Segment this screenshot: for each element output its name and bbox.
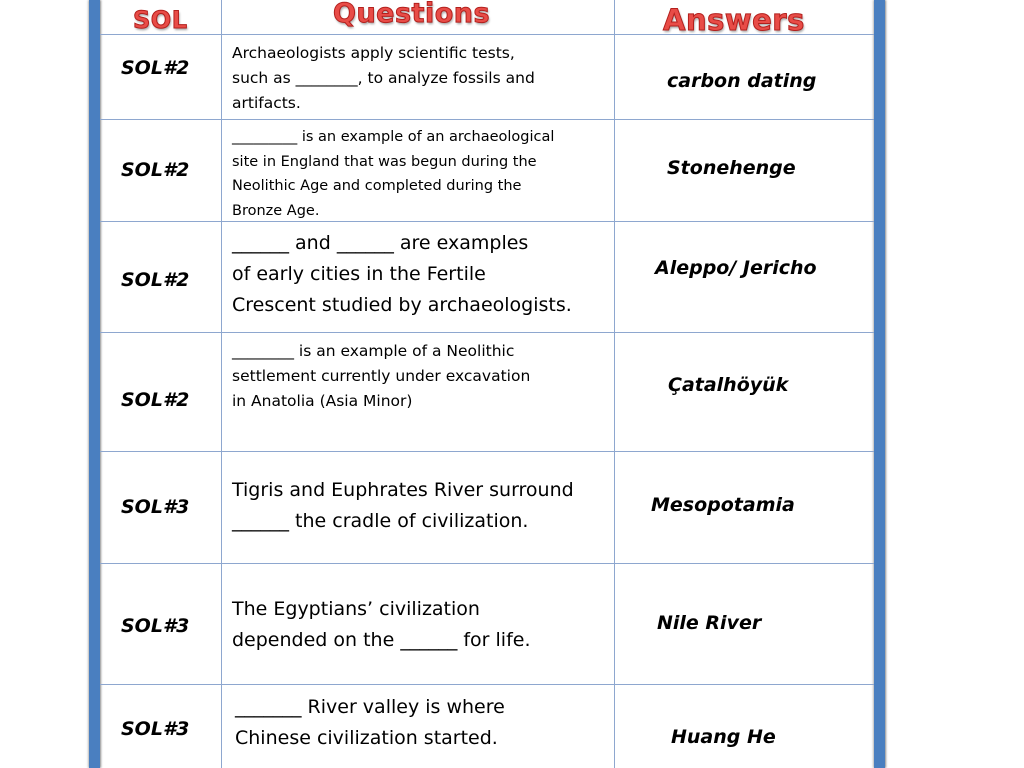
table-row: [100, 684, 874, 768]
sol-label: SOL#3: [121, 496, 190, 518]
sol-column-heading: SOL: [133, 6, 188, 34]
question-line: such as ________, to analyze fossils and: [232, 69, 535, 87]
question-text: [235, 692, 615, 754]
answer-text: Huang He: [671, 726, 776, 748]
sol-label: SOL#2: [121, 269, 190, 291]
question-line: Bronze Age.: [232, 202, 320, 219]
table-row: [100, 34, 874, 119]
answer-text: Çatalhöyük: [668, 374, 789, 396]
table-row: [100, 563, 874, 684]
question-line: The Egyptians’ civilization: [232, 598, 480, 620]
question-text: [232, 125, 612, 223]
question-line: ______ and ______ are examples: [232, 232, 529, 254]
question-text: [232, 228, 612, 321]
sol-label: SOL#2: [121, 159, 190, 181]
question-line: Tigris and Euphrates River surround: [232, 479, 574, 501]
question-line: depended on the ______ for life.: [232, 629, 531, 651]
answer-text: carbon dating: [667, 70, 817, 92]
question-text: [232, 339, 612, 414]
table-row: [100, 332, 874, 451]
question-text: [232, 594, 612, 656]
answer-text: Nile River: [657, 612, 762, 634]
sol-label: SOL#3: [121, 615, 190, 637]
question-line: ______ the cradle of civilization.: [232, 510, 529, 532]
question-line: Chinese civilization started.: [235, 727, 498, 749]
question-line: artifacts.: [232, 94, 301, 112]
sol-label: SOL#3: [121, 718, 190, 740]
sol-label: SOL#2: [121, 389, 190, 411]
question-text: [232, 475, 612, 537]
question-line: site in England that was begun during the: [232, 153, 537, 170]
question-line: Crescent studied by archaeologists.: [232, 294, 572, 316]
answer-text: Mesopotamia: [651, 494, 795, 516]
answers-column-heading: Answers: [663, 3, 805, 37]
question-line: of early cities in the Fertile: [232, 263, 486, 285]
sol-label: SOL#2: [121, 57, 190, 79]
question-line: _________ is an example of an archaeological: [232, 129, 555, 145]
right-border-bar: [874, 0, 885, 768]
answer-text: Stonehenge: [667, 157, 796, 179]
question-line: Archaeologists apply scientific tests,: [232, 44, 515, 62]
left-border-bar: [89, 0, 100, 768]
answer-text: Aleppo/ Jericho: [655, 257, 817, 279]
question-line: in Anatolia (Asia Minor): [232, 392, 413, 410]
table-row: [100, 451, 874, 563]
question-text: [232, 41, 612, 116]
questions-column-heading: Questions: [333, 0, 491, 29]
question-line: Neolithic Age and completed during the: [232, 178, 522, 194]
question-line: settlement currently under excavation: [232, 367, 531, 385]
table-row: [100, 119, 874, 221]
question-line: _______ River valley is where: [235, 696, 505, 718]
question-line: ________ is an example of a Neolithic: [232, 342, 515, 360]
table-row: [100, 221, 874, 332]
